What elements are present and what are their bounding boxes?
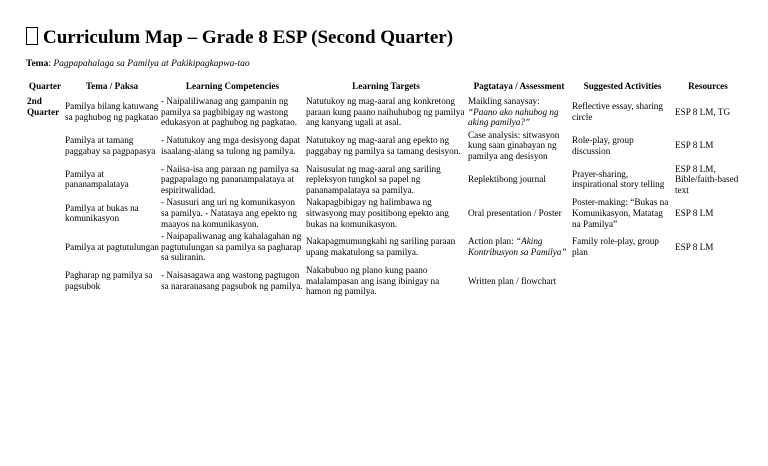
cell-activities: Role-play, group discussion xyxy=(572,135,634,156)
table-row xyxy=(26,264,742,298)
cell-quarter xyxy=(26,196,64,230)
cell-competencies: - Natutukoy ang mga desisyong dapat isaalang-alang sa tulong ng pamilya. xyxy=(161,135,301,156)
cell-resources: ESP 8 LM, Bible/faith-based text xyxy=(675,163,739,195)
cell-activities: Reflective essay, sharing circle xyxy=(572,101,663,122)
tema-label: Tema xyxy=(26,59,49,69)
cell-activities xyxy=(571,264,674,298)
assessment-text: Oral presentation / Poster xyxy=(468,207,562,218)
header-tema: Tema / Paksa xyxy=(85,80,139,91)
assessment-text: Action plan: xyxy=(468,236,516,247)
cell-activities: Poster-making: “Bukas na Komunikasyon, Matatag na Pamilya” xyxy=(572,197,669,229)
cell-quarter xyxy=(26,163,64,197)
cell-tema: Pagharap ng pamilya sa pagsubok xyxy=(65,270,153,291)
table-row xyxy=(26,196,742,230)
cell-quarter xyxy=(26,230,64,264)
assessment-text: Case analysis: sitwasyon kung saan ginabayan ng pamilya ang desisyon xyxy=(468,129,560,161)
header-competencies: Learning Competencies xyxy=(185,80,280,91)
cell-competencies: - Naipapaliwanag ang kahalagahan ng pagtutulungan sa pamilya sa pagharap sa suliranin. xyxy=(161,231,302,263)
page-title-text: Curriculum Map – Grade 8 ESP (Second Quarter) xyxy=(43,27,454,48)
assessment-text: Written plan / flowchart xyxy=(468,275,557,286)
cell-tema: Pamilya bilang katuwang sa paghubog ng pagkatao xyxy=(65,101,159,122)
cell-resources xyxy=(674,264,742,298)
cell-competencies: - Naiisa-isa ang paraan ng pamilya sa pagpapalago ng pananampalataya at espiritwalidad. xyxy=(161,163,299,195)
cell-assessment xyxy=(467,264,571,298)
cell-assessment xyxy=(467,163,571,197)
cell-resources: ESP 8 LM xyxy=(675,241,714,252)
cell-quarter xyxy=(26,264,64,298)
cell-tema: Pamilya at pananampalataya xyxy=(65,168,129,190)
cell-tema: Pamilya at tamang paggabay sa pagpapasya xyxy=(65,135,156,156)
cell-assessment xyxy=(467,230,571,264)
cell-activities: Prayer-sharing, inspirational story telling xyxy=(572,168,665,190)
cell-resources: ESP 8 LM xyxy=(675,207,714,218)
missing-glyph-icon xyxy=(26,27,38,45)
header-targets: Learning Targets xyxy=(352,80,420,91)
cell-tema: Pamilya at pagtutulungan xyxy=(65,241,159,252)
cell-targets: Naisusulat ng mag-aaral ang sariling repleksyon tungkol sa papel ng pananampalataya sa pamilya. xyxy=(306,163,441,195)
cell-targets: Natutukoy ng mag-aaral ang konkretong paraan kung paano naihuhubog ng pamilya ang kanyang ugali at asal. xyxy=(306,96,465,128)
tema-line xyxy=(26,57,250,71)
assessment-text: Maikling sanaysay: xyxy=(468,96,540,106)
cell-assessment xyxy=(467,129,571,163)
cell-activities: Family role-play, group plan xyxy=(572,236,659,258)
page-title xyxy=(26,25,453,51)
header-quarter: Quarter xyxy=(28,80,62,91)
table-row xyxy=(26,95,742,129)
tema-text: Pagpapahalaga sa Pamilya at Pakikipagkapwa-tao xyxy=(53,59,250,69)
cell-quarter: 2nd Quarter xyxy=(27,96,60,117)
cell-targets: Nakapagmumungkahi ng sariling paraan upang makatulong sa pamilya. xyxy=(306,236,456,258)
assessment-italic-text: “Paano ako nahubog ng aking pamilya?” xyxy=(468,106,559,128)
assessment-italic-text: “Aking Kontribusyon sa Pamilya” xyxy=(468,236,567,258)
curriculum-map-table xyxy=(26,79,742,298)
tema-separator: : xyxy=(48,59,54,69)
header-assessment: Pagtataya / Assessment xyxy=(473,80,565,91)
cell-targets: Nakapagbibigay ng halimbawa ng sitwasyong may positibong epekto ang bukas na komunikasyon. xyxy=(306,197,449,229)
table-row xyxy=(26,230,742,264)
cell-assessment xyxy=(467,95,571,129)
cell-quarter xyxy=(26,129,64,163)
cell-resources: ESP 8 LM, TG xyxy=(675,106,731,117)
table-header-row xyxy=(26,79,742,95)
cell-resources: ESP 8 LM xyxy=(675,140,714,151)
cell-targets: Natutukoy ng mag-aaral ang epekto ng paggabay ng pamilya sa tamang desisyon. xyxy=(306,135,461,156)
cell-tema: Pamilya at bukas na komunikasyon xyxy=(65,202,139,224)
cell-competencies: - Nasusuri ang uri ng komunikasyon sa pamilya. - Natataya ang epekto ng maayos na komunikasyon. xyxy=(161,197,297,229)
cell-competencies: - Naipaliliwanag ang gampanin ng pamilya sa pagbibigay ng wastong edukasyon at paghubog ng pagkatao. xyxy=(161,96,297,128)
cell-targets: Nakabubuo ng plano kung paano malalampasan ang isang ibinigay na hamon ng pamilya. xyxy=(306,264,440,297)
header-resources: Resources xyxy=(688,80,728,91)
table-row xyxy=(26,129,742,163)
header-activities: Suggested Activities xyxy=(583,80,662,91)
cell-assessment xyxy=(467,196,571,230)
table-row xyxy=(26,163,742,197)
cell-competencies: - Naisasagawa ang wastong pagtugon sa nararanasang pagsubok ng pamilya. xyxy=(161,270,303,291)
assessment-text: Replektibong journal xyxy=(468,174,546,185)
